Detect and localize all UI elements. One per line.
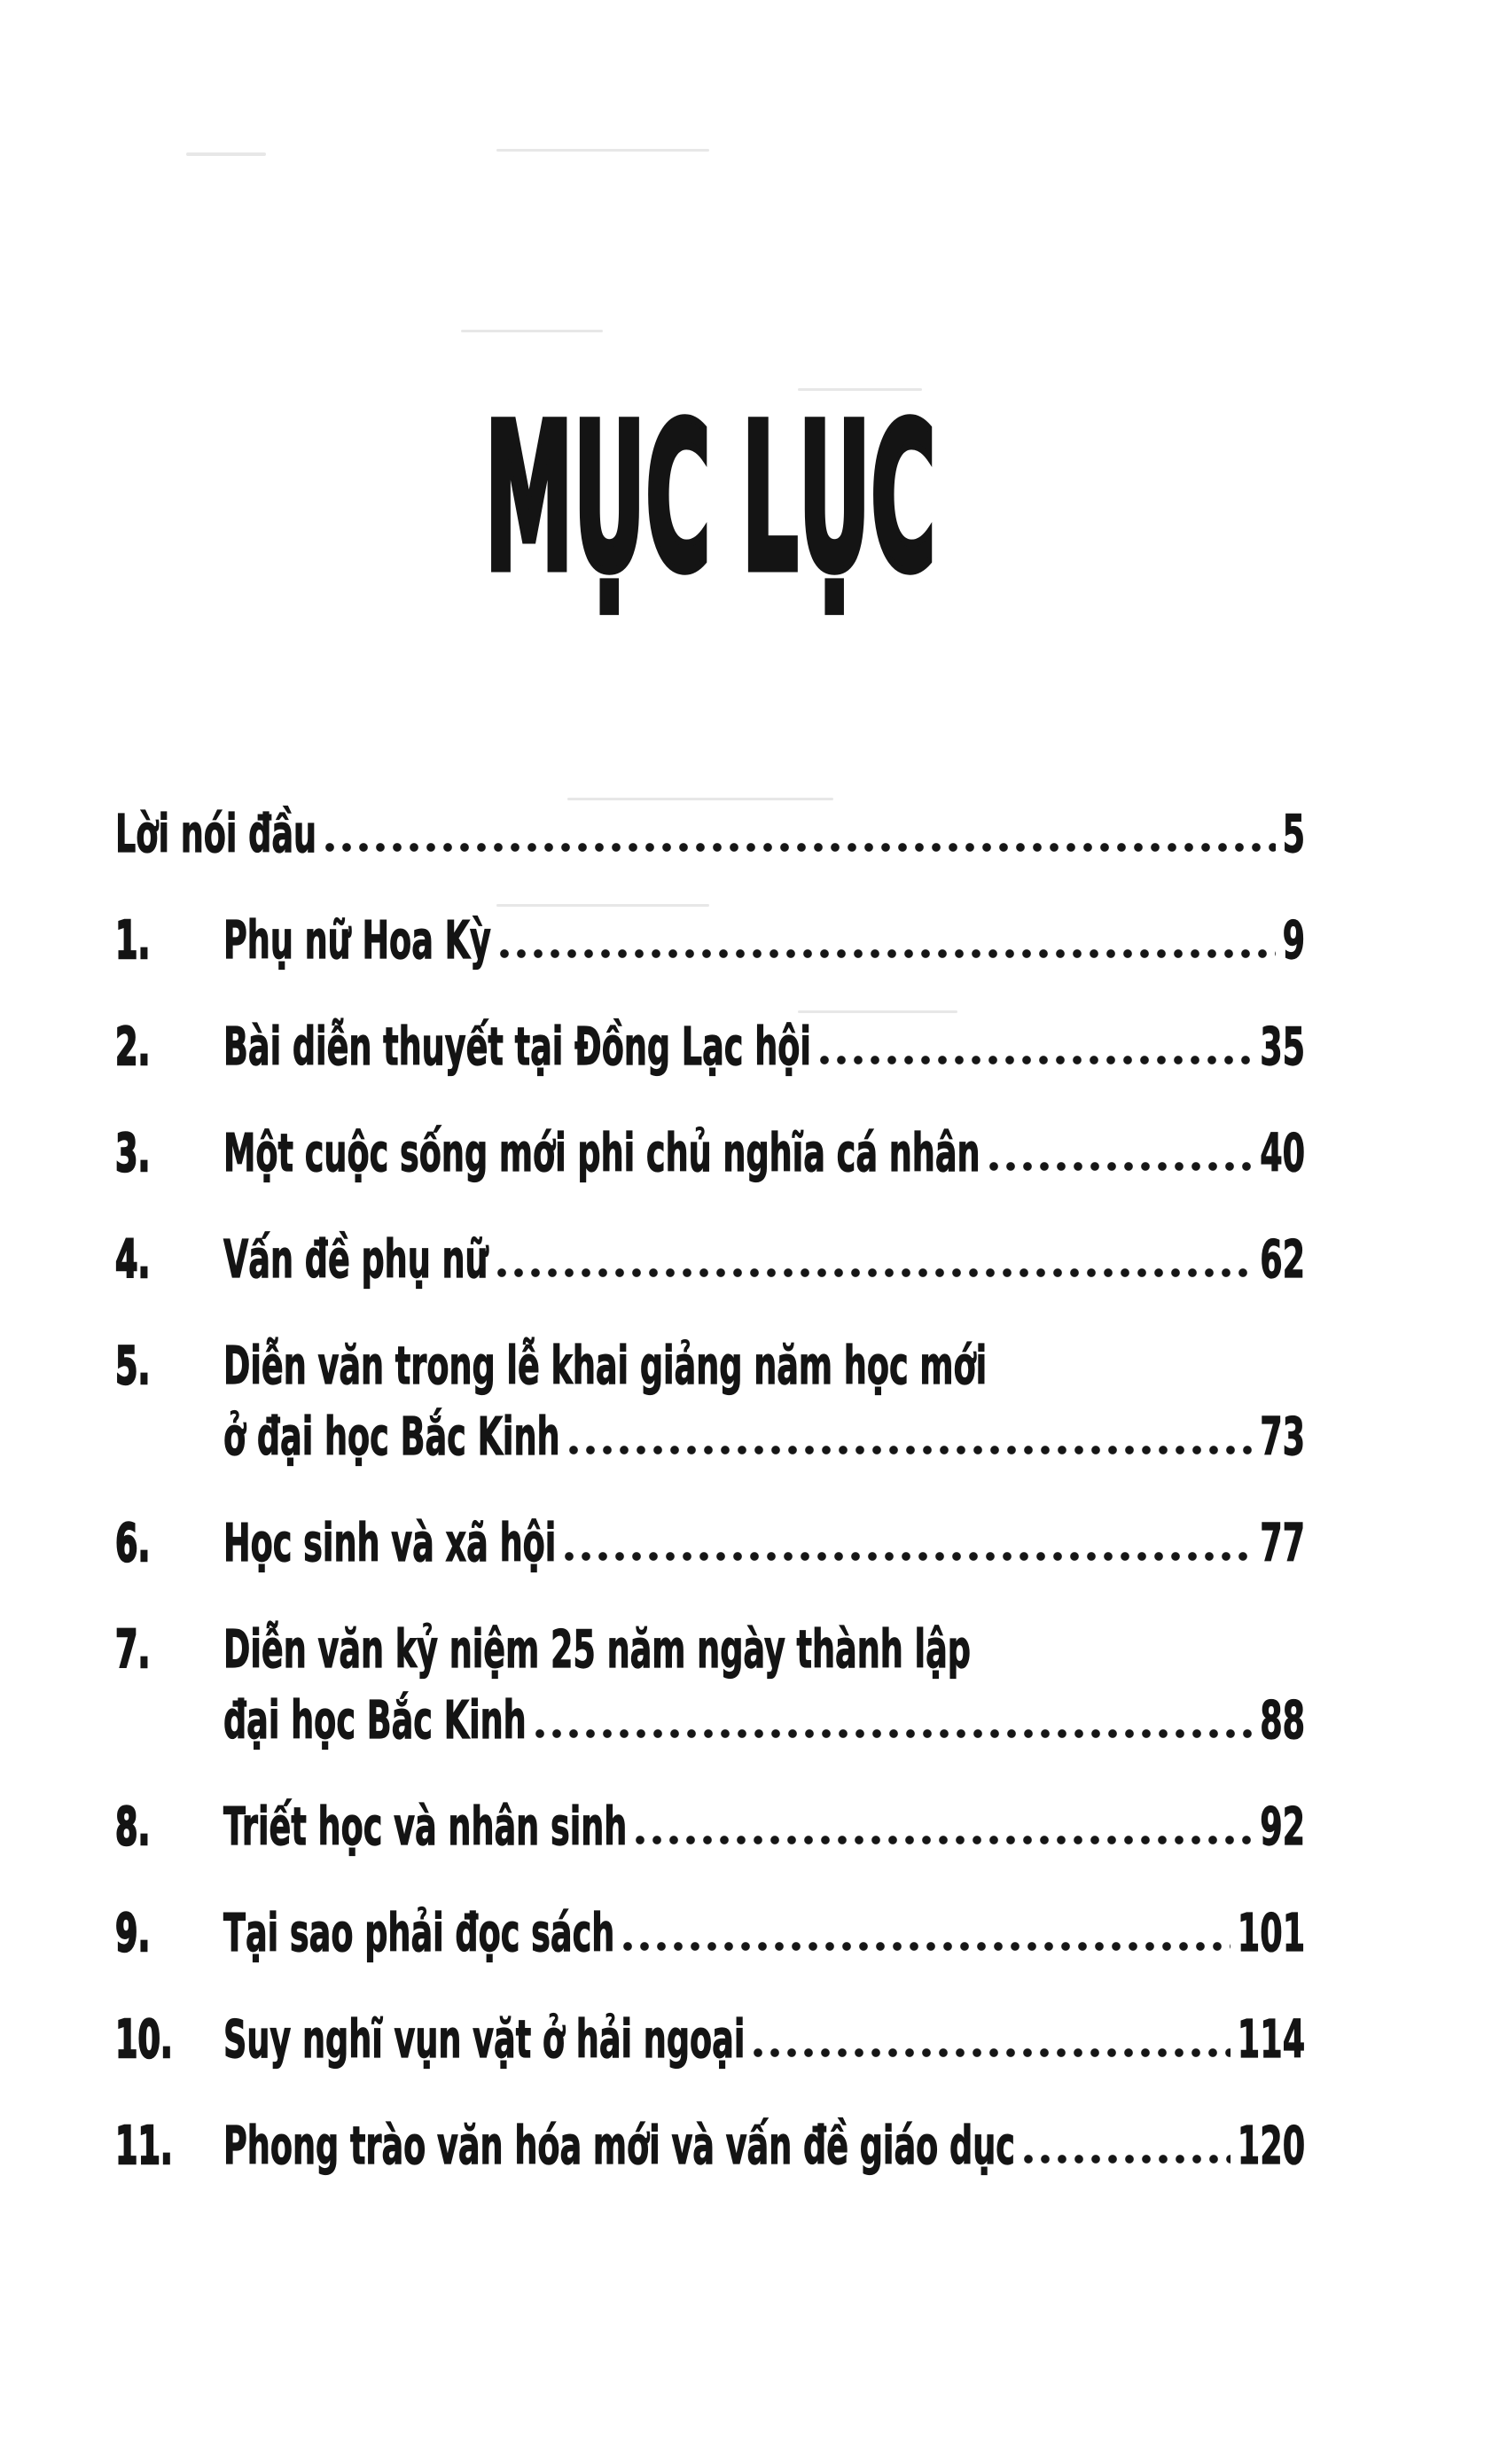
entry-number-text: 3. <box>115 1122 151 1183</box>
entry-line <box>223 1614 1305 1685</box>
entry-number <box>115 1011 223 1082</box>
entry-body <box>223 1508 1305 1579</box>
entry-body <box>223 1330 1305 1472</box>
entry-number-text: 8. <box>115 1796 151 1857</box>
entry-number <box>115 1224 223 1295</box>
entry-number-text: 1. <box>115 909 151 971</box>
entry-number-text: 6. <box>115 1512 151 1573</box>
entry-title: Học sinh và xã hội <box>223 1512 557 1573</box>
dot-leader <box>497 1268 1253 1277</box>
toc-row-preface <box>115 799 1305 869</box>
page-number: 40 <box>1260 1122 1305 1183</box>
toc-row <box>115 1508 1305 1579</box>
entry-title: Diễn văn trong lễ khai giảng năm học mới <box>223 1335 988 1396</box>
entry-line <box>223 1898 1305 1969</box>
entry-number <box>115 2110 223 2181</box>
entry-line-continued <box>223 1685 1305 1756</box>
entry-number-text: 2. <box>115 1016 151 1077</box>
scan-speck <box>461 330 603 332</box>
page-number: 73 <box>1260 1406 1305 1467</box>
toc-row <box>115 2110 1305 2181</box>
entry-number-text: 4. <box>115 1228 151 1290</box>
entry-line <box>223 1224 1305 1295</box>
page-title-text: MỤC LỤC <box>484 380 936 616</box>
entry-body <box>115 799 1305 869</box>
entry-number <box>115 905 223 976</box>
page-number: 88 <box>1260 1689 1305 1751</box>
page-number: 120 <box>1237 2115 1305 2176</box>
scan-speck <box>496 149 709 152</box>
entry-title: Một cuộc sống mới phi chủ nghĩa cá nhân <box>223 1122 980 1183</box>
entry-body <box>223 1614 1305 1756</box>
entry-line <box>223 2110 1305 2181</box>
entry-number <box>115 1791 223 1862</box>
page-number: 77 <box>1260 1512 1305 1573</box>
entry-number-text: 10. <box>115 2008 173 2070</box>
scan-speck <box>186 152 266 156</box>
entry-line <box>223 1118 1305 1189</box>
entry-body <box>223 905 1305 976</box>
entry-body <box>223 1118 1305 1189</box>
entry-title: Diễn văn kỷ niệm 25 năm ngày thành lập <box>223 1618 971 1680</box>
entry-line <box>223 1791 1305 1862</box>
entry-line <box>115 799 1305 869</box>
page-number: 101 <box>1237 1902 1305 1963</box>
toc-row <box>115 2004 1305 2075</box>
entry-body <box>223 1224 1305 1295</box>
toc-row <box>115 1011 1305 1082</box>
entry-number-text: 11. <box>115 2115 173 2176</box>
dot-leader <box>636 1836 1253 1844</box>
page-number: 114 <box>1237 2008 1305 2070</box>
entry-body <box>223 2110 1305 2181</box>
dot-leader <box>820 1056 1253 1064</box>
entry-number <box>115 1330 223 1401</box>
entry-line <box>223 1330 1305 1401</box>
dot-leader <box>623 1942 1230 1951</box>
entry-number-text: 5. <box>115 1335 151 1396</box>
dot-leader <box>569 1446 1254 1454</box>
entry-line <box>223 1508 1305 1579</box>
dot-leader <box>754 2048 1230 2057</box>
toc-row <box>115 1118 1305 1189</box>
entry-line-continued <box>223 1401 1305 1472</box>
page-number: 5 <box>1282 803 1305 864</box>
entry-title: ở đại học Bắc Kinh <box>223 1406 560 1467</box>
toc-list <box>115 799 1305 2181</box>
entry-title: Suy nghĩ vụn vặt ở hải ngoại <box>223 2008 746 2070</box>
entry-line <box>223 2004 1305 2075</box>
entry-title: Bài diễn thuyết tại Đồng Lạc hội <box>223 1016 811 1077</box>
entry-title: đại học Bắc Kinh <box>223 1689 527 1751</box>
toc-row <box>115 905 1305 976</box>
toc-row <box>115 1791 1305 1862</box>
dot-leader <box>500 949 1276 958</box>
page-number: 92 <box>1260 1796 1305 1857</box>
entry-number <box>115 1898 223 1969</box>
toc-row <box>115 1330 1305 1472</box>
entry-title: Lời nói đầu <box>115 803 317 864</box>
entry-number-text: 7. <box>115 1618 151 1680</box>
dot-leader <box>535 1729 1253 1738</box>
entry-number <box>115 1614 223 1685</box>
page-title <box>115 380 1305 616</box>
entry-body <box>223 2004 1305 2075</box>
dot-leader <box>989 1162 1254 1171</box>
entry-title: Triết học và nhân sinh <box>223 1796 628 1857</box>
toc-row <box>115 1614 1305 1756</box>
entry-title: Tại sao phải đọc sách <box>223 1902 615 1963</box>
dot-leader <box>325 843 1275 852</box>
toc-row <box>115 1224 1305 1295</box>
page-number: 62 <box>1260 1228 1305 1290</box>
entry-title: Phong trào văn hóa mới và vấn đề giáo dục <box>223 2115 1015 2176</box>
entry-title: Vấn đề phụ nữ <box>223 1228 488 1290</box>
entry-body <box>223 1011 1305 1082</box>
entry-number <box>115 1118 223 1189</box>
entry-number-text: 9. <box>115 1902 151 1963</box>
entry-body <box>223 1791 1305 1862</box>
entry-number <box>115 2004 223 2075</box>
entry-title: Phụ nữ Hoa Kỳ <box>223 909 491 971</box>
entry-line <box>223 905 1305 976</box>
page-number: 9 <box>1282 909 1305 971</box>
dot-leader <box>1024 2155 1230 2164</box>
entry-body <box>223 1898 1305 1969</box>
dot-leader <box>565 1552 1253 1561</box>
toc-row <box>115 1898 1305 1969</box>
entry-line <box>223 1011 1305 1082</box>
page-number: 35 <box>1260 1016 1305 1077</box>
entry-number <box>115 1508 223 1579</box>
